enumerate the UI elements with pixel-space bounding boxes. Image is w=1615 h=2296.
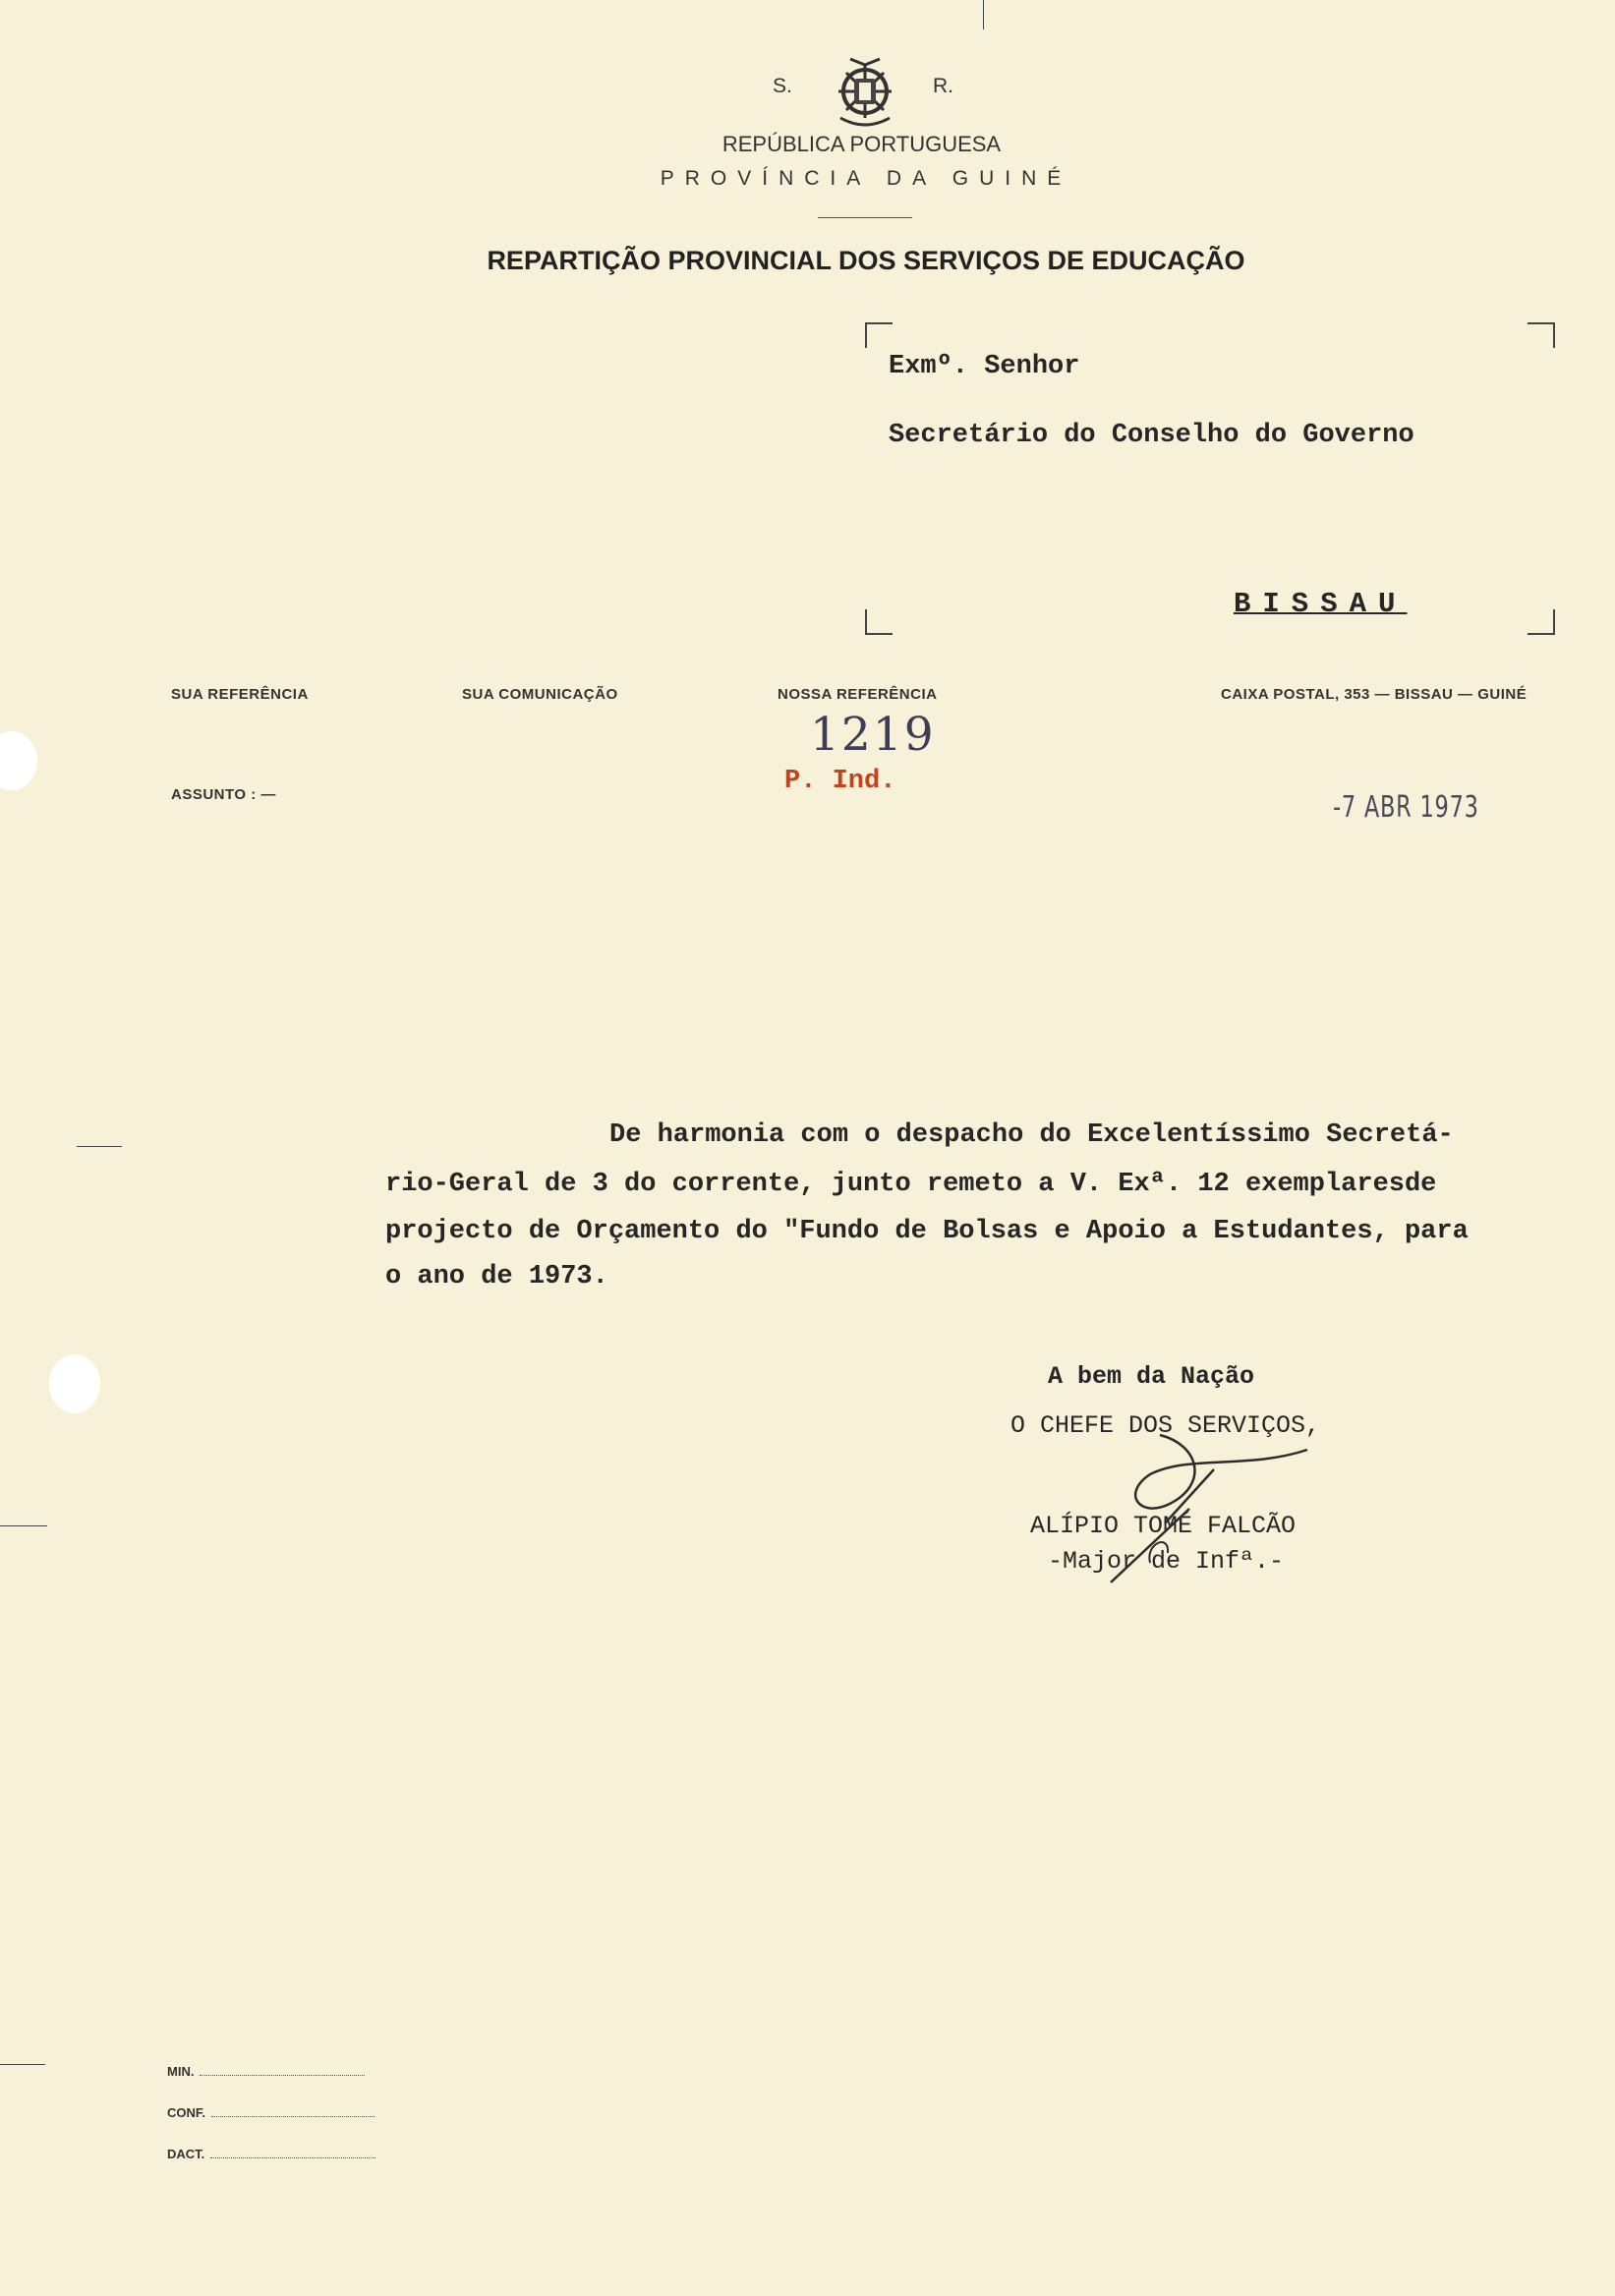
label-sua-referencia: SUA REFERÊNCIA (171, 686, 309, 703)
top-fold-mark (983, 0, 984, 29)
label-assunto: ASSUNTO : — (171, 786, 276, 803)
footer-conf-label: CONF. (167, 2105, 205, 2120)
closing-rank: -Major de Infª.- (1048, 1547, 1285, 1576)
reference-number-stamp: 1219 (810, 708, 936, 762)
punch-hole-bottom (49, 1354, 100, 1413)
label-nossa-referencia: NOSSA REFERÊNCIA (778, 686, 938, 703)
body-line-3: projecto de Orçamento do "Fundo de Bolsas e Apoio a Estudantes, para (385, 1217, 1469, 1246)
addressee-salutation: Exmº. Senhor (889, 352, 1080, 381)
address-corner-tr (1528, 322, 1555, 348)
body-line-1: De harmonia com o despacho do Excelentíssimo Secretá- (609, 1120, 1454, 1150)
letterhead-left-letter: S. (773, 75, 792, 97)
letterhead-divider (818, 217, 912, 218)
label-sua-comunicacao: SUA COMUNICAÇÃO (462, 686, 618, 703)
addressee-city: BISSAU (1234, 588, 1408, 620)
footer-conf-dots (211, 2116, 375, 2117)
fold-mark-2 (0, 1525, 47, 1526)
fold-mark-3 (0, 2064, 45, 2065)
body-line-2: rio-Geral de 3 do corrente, junto remeto a V. Exª. 12 exemplaresde (385, 1170, 1437, 1199)
signature (1052, 1415, 1317, 1592)
addressee-title: Secretário do Conselho do Governo (889, 421, 1414, 450)
fold-mark-1 (77, 1146, 122, 1147)
closing-role: O CHEFE DOS SERVIÇOS, (1010, 1411, 1321, 1440)
body-line-4: o ano de 1973. (385, 1262, 608, 1292)
address-corner-tl (865, 322, 893, 348)
footer-min-dots (200, 2075, 365, 2076)
footer-dact-label: DACT. (167, 2147, 205, 2161)
footer-dact-dots (210, 2157, 375, 2158)
letterhead-province: PROVÍNCIA DA GUINÉ (660, 167, 1072, 190)
letterhead-country: REPÚBLICA PORTUGUESA (721, 132, 1002, 156)
closing-name: ALÍPIO TOMÉ FALCÃO (1030, 1512, 1297, 1540)
label-caixa-postal: CAIXA POSTAL, 353 — BISSAU — GUINÉ (1221, 686, 1528, 703)
footer-conf (167, 2105, 375, 2120)
footer-dact (167, 2147, 375, 2161)
coat-of-arms-seal (821, 55, 909, 128)
footer-min-label: MIN. (167, 2064, 195, 2079)
footer-min (167, 2064, 365, 2079)
punch-hole-top (0, 731, 37, 790)
date-stamp: -7 ABR 1973 (1333, 790, 1479, 825)
address-corner-bl (865, 609, 893, 635)
reference-code: P. Ind. (784, 767, 896, 796)
closing-greeting: A bem da Nação (1048, 1362, 1255, 1391)
department-title: REPARTIÇÃO PROVINCIAL DOS SERVIÇOS DE EDUCAÇÃO (487, 246, 1245, 275)
letterhead-right-letter: R. (933, 75, 953, 97)
address-corner-br (1528, 609, 1555, 635)
